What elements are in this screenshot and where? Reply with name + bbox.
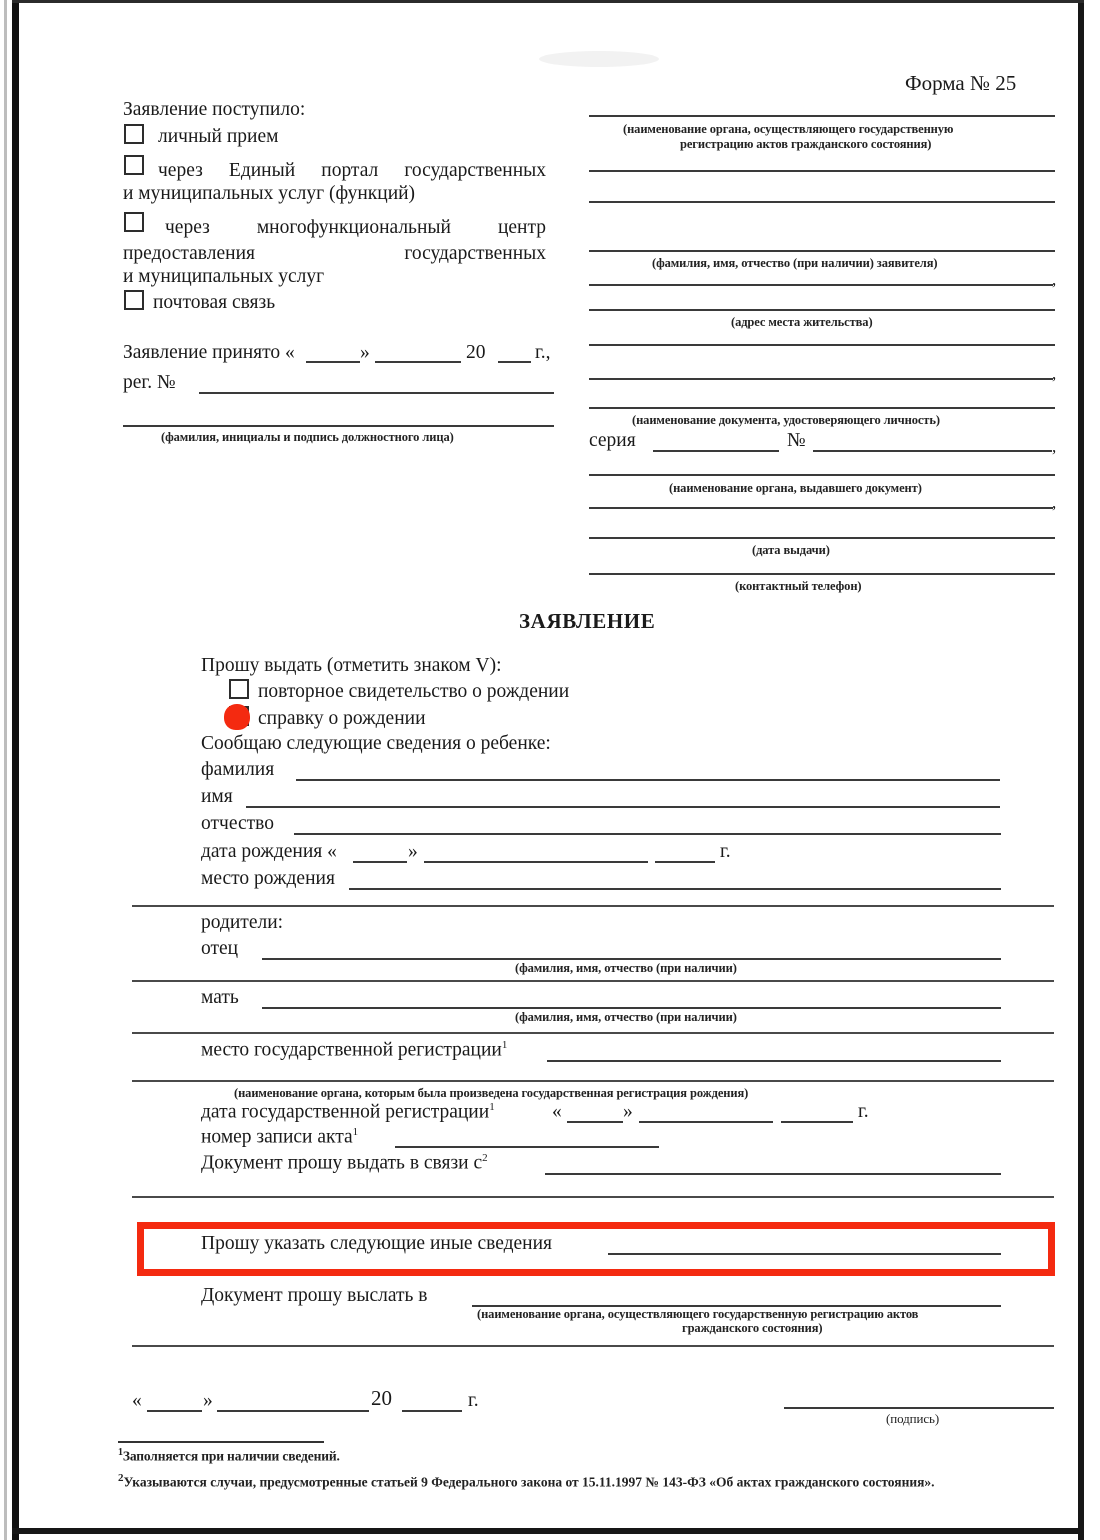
signature-day-field[interactable] bbox=[147, 1410, 202, 1412]
child-birthdate-year-field[interactable] bbox=[655, 861, 715, 863]
child-surname-field[interactable] bbox=[296, 779, 1000, 781]
intake-option-3-line1: через многофункциональный центр bbox=[165, 217, 546, 238]
accepted-year-suffix: г., bbox=[535, 342, 551, 363]
registration-place-caption: (наименование органа, которым была произведена государственная регистрация рождения) bbox=[234, 1086, 749, 1100]
mother-label: мать bbox=[201, 987, 239, 1008]
accepted-month-field[interactable] bbox=[375, 361, 461, 363]
authority-field[interactable] bbox=[589, 115, 1055, 117]
checkbox-postal[interactable] bbox=[124, 290, 144, 310]
address-extra-line-2[interactable] bbox=[589, 378, 1053, 380]
authority-extra-line-1[interactable] bbox=[589, 170, 1055, 172]
father-label: отец bbox=[201, 938, 239, 959]
registration-date-year-suffix: г. bbox=[858, 1101, 869, 1122]
issue-date-field[interactable] bbox=[589, 507, 1053, 509]
intake-option-1-label: личный прием bbox=[158, 126, 279, 147]
delivery-label: Документ прошу выслать в bbox=[201, 1285, 428, 1306]
separator-parents-top bbox=[132, 905, 1054, 907]
issue-reason-field[interactable] bbox=[545, 1173, 1001, 1175]
issue-date-comma: , bbox=[1052, 493, 1057, 512]
other-info-field[interactable] bbox=[608, 1253, 1001, 1255]
applicant-address-caption: (адрес места жительства) bbox=[731, 315, 873, 329]
issue-date-rule[interactable] bbox=[589, 537, 1055, 539]
signature-date-quote-close: » bbox=[203, 1390, 213, 1411]
record-number-field[interactable] bbox=[395, 1146, 659, 1148]
separator-registration-top bbox=[132, 1032, 1054, 1034]
official-signature-field[interactable] bbox=[123, 425, 554, 427]
accepted-year-field[interactable] bbox=[498, 361, 531, 363]
id-document-field[interactable] bbox=[589, 407, 1055, 409]
mother-name-caption: (фамилия, имя, отчество (при наличии) bbox=[515, 1010, 737, 1024]
signature-month-field[interactable] bbox=[217, 1410, 369, 1412]
id-series-field[interactable] bbox=[653, 450, 779, 452]
registration-place-label: место государственной регистрации$^1$ bbox=[201, 1039, 508, 1061]
footnote-1-marker: 1 bbox=[118, 1447, 123, 1458]
separator-signature-top bbox=[132, 1345, 1054, 1347]
signature-caption: (подпись) bbox=[886, 1411, 940, 1426]
phone-field[interactable] bbox=[589, 573, 1055, 575]
scan-edge-bottom bbox=[12, 1528, 1084, 1534]
signature-year-prefix: 20 bbox=[371, 1386, 392, 1410]
registration-place-footnote-marker: 1 bbox=[501, 1039, 508, 1051]
footnote-1-text: Заполняется при наличии сведений. bbox=[122, 1448, 340, 1464]
request-choice-2-label: справку о рождении bbox=[258, 708, 426, 729]
registration-date-month-field[interactable] bbox=[639, 1121, 773, 1123]
child-name-field[interactable] bbox=[246, 806, 1000, 808]
id-document-caption: (наименование документа, удостоверяющего личность) bbox=[632, 413, 940, 427]
separator-registration-caption bbox=[132, 1080, 1054, 1082]
registration-place-field[interactable] bbox=[547, 1060, 1001, 1062]
phone-caption: (контактный телефон) bbox=[735, 579, 862, 593]
signature-year-suffix: г. bbox=[468, 1390, 479, 1411]
form-number: Форма № 25 bbox=[905, 71, 1017, 95]
request-choice-1-label: повторное свидетельство о рождении bbox=[258, 681, 570, 702]
child-birthdate-quote-close: » bbox=[408, 841, 418, 862]
issuing-authority-caption: (наименование органа, выдавшего документ) bbox=[669, 481, 922, 495]
registration-date-label: дата государственной регистрации$^1$ bbox=[201, 1101, 495, 1123]
registration-number-label: рег. № bbox=[123, 372, 176, 393]
id-number-comma: , bbox=[1052, 437, 1057, 456]
child-birthdate-year-suffix: г. bbox=[720, 841, 731, 862]
checkbox-duplicate-certificate[interactable] bbox=[229, 679, 249, 699]
checkbox-mfc[interactable] bbox=[124, 212, 144, 232]
registration-date-quote-open: « bbox=[552, 1101, 562, 1122]
applicant-address-field-1[interactable] bbox=[589, 284, 1053, 286]
signature-year-field[interactable] bbox=[402, 1410, 462, 1412]
applicant-address-comma-1: , bbox=[1052, 270, 1057, 289]
scan-edge-left-grey bbox=[4, 0, 7, 1540]
child-birthdate-month-field[interactable] bbox=[424, 861, 648, 863]
red-annotation-marker bbox=[224, 704, 250, 730]
intake-option-3-line2: предоставления государственных bbox=[123, 243, 546, 264]
child-birthplace-label: место рождения bbox=[201, 868, 335, 889]
separator-parents-middle bbox=[132, 980, 1054, 982]
applicant-address-comma-2: , bbox=[1052, 364, 1057, 383]
intake-option-3-line3: и муниципальных услуг bbox=[123, 266, 325, 287]
child-surname-label: фамилия bbox=[201, 759, 275, 780]
intake-option-2-line2: и муниципальных услуг (функций) bbox=[123, 183, 416, 204]
child-info-heading: Сообщаю следующие сведения о ребенке: bbox=[201, 733, 551, 754]
checkbox-personal-reception[interactable] bbox=[124, 124, 144, 144]
scan-edge-right bbox=[1078, 0, 1084, 1540]
checkbox-gosuslugi-portal[interactable] bbox=[124, 155, 144, 175]
issue-reason-label: Документ прошу выдать в связи $с^2$ bbox=[201, 1152, 488, 1174]
scan-smudge bbox=[539, 51, 659, 67]
record-number-footnote-marker: 1 bbox=[352, 1126, 359, 1138]
authority-caption-line1: (наименование органа, осуществляющего государственную bbox=[623, 122, 954, 136]
official-signature-caption: (фамилия, инициалы и подпись должностного лица) bbox=[161, 430, 454, 444]
delivery-caption-line1: (наименование органа, осуществляющего государственную регистрацию актов bbox=[477, 1307, 919, 1321]
father-name-field[interactable] bbox=[262, 958, 1001, 960]
page-title: ЗАЯВЛЕНИЕ bbox=[519, 609, 656, 633]
registration-date-day-field[interactable] bbox=[567, 1121, 623, 1123]
father-name-caption: (фамилия, имя, отчество (при наличии) bbox=[515, 961, 737, 975]
intake-heading: Заявление поступило: bbox=[123, 99, 306, 120]
accepted-label: Заявление принято « bbox=[123, 342, 295, 363]
child-birthplace-field[interactable] bbox=[349, 888, 1001, 890]
intake-option-4-label: почтовая связь bbox=[153, 292, 276, 313]
footnote-2-marker: 2 bbox=[118, 1472, 124, 1484]
applicant-name-field[interactable] bbox=[589, 250, 1055, 252]
issue-reason-footnote-marker: 2 bbox=[482, 1152, 488, 1164]
parents-heading: родители: bbox=[201, 912, 284, 933]
accepted-day-field[interactable] bbox=[306, 361, 360, 363]
intake-option-2-line1: через Единый портал государственных bbox=[158, 160, 546, 181]
id-number-label: № bbox=[787, 430, 806, 451]
mother-name-field[interactable] bbox=[262, 1007, 1001, 1009]
scan-edge-left bbox=[12, 0, 19, 1540]
authority-caption-line2: регистрацию актов гражданского состояния) bbox=[680, 137, 932, 151]
signature-field[interactable] bbox=[784, 1407, 1054, 1409]
registration-number-field[interactable] bbox=[199, 392, 554, 394]
footnote-2 bbox=[118, 1469, 1058, 1492]
id-series-label: серия bbox=[589, 430, 636, 451]
registration-date-quote-close: » bbox=[623, 1101, 633, 1122]
address-extra-line-1[interactable] bbox=[589, 344, 1055, 346]
child-patronymic-field[interactable] bbox=[294, 833, 1001, 835]
accepted-year-prefix: 20 bbox=[466, 342, 486, 363]
child-name-label: имя bbox=[201, 786, 233, 807]
issuing-authority-field[interactable] bbox=[589, 474, 1055, 476]
child-patronymic-label: отчество bbox=[201, 813, 274, 834]
child-birthdate-day-field[interactable] bbox=[353, 861, 407, 863]
signature-date-quote-open: « bbox=[132, 1390, 142, 1411]
registration-date-footnote-marker: 1 bbox=[489, 1101, 495, 1113]
applicant-address-field-2[interactable] bbox=[589, 309, 1055, 311]
record-number-label: номер записи акта$^1$ bbox=[201, 1126, 359, 1148]
footnote-separator bbox=[118, 1441, 324, 1443]
other-info-label: Прошу указать следующие иные сведения bbox=[201, 1233, 553, 1254]
authority-extra-line-2[interactable] bbox=[589, 201, 1055, 203]
form-sheet bbox=[19, 3, 1078, 1528]
applicant-name-caption: (фамилия, имя, отчество (при наличии) заявителя) bbox=[652, 256, 938, 270]
registration-date-year-field[interactable] bbox=[781, 1121, 853, 1123]
id-number-field[interactable] bbox=[813, 450, 1052, 452]
child-birthdate-label: дата рождения « bbox=[201, 841, 337, 862]
footnote-2-text: Указываются случаи, предусмотренные статьей 9 Федерального закона от 15.11.1997 № 143-ФЗ «Об актах гражданского состояния». bbox=[123, 1474, 935, 1490]
separator-other-info-top bbox=[132, 1196, 1054, 1198]
request-prompt: Прошу выдать (отметить знаком V): bbox=[201, 655, 502, 676]
issue-date-caption: (дата выдачи) bbox=[752, 543, 830, 557]
delivery-caption-line2: гражданского состояния) bbox=[682, 1321, 823, 1335]
accepted-quote-close: » bbox=[360, 342, 370, 363]
footnote-1 bbox=[118, 1447, 340, 1465]
